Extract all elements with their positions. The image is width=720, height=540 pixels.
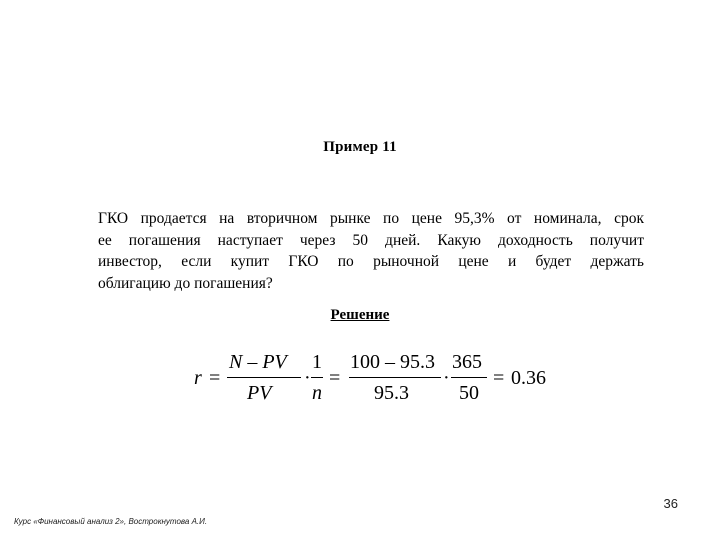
problem-line: облигацию до погашения? bbox=[98, 274, 273, 292]
formula-result: 0.36 bbox=[511, 367, 546, 389]
formula-fraction-denominator: 95.3 bbox=[374, 382, 409, 404]
fraction-bar bbox=[311, 377, 323, 378]
formula-fraction-denominator: PV bbox=[247, 382, 272, 404]
fraction-bar bbox=[227, 377, 301, 378]
slide-title: Пример 11 bbox=[323, 139, 397, 155]
fraction-bar bbox=[349, 377, 441, 378]
formula-fraction-numerator: 365 bbox=[452, 351, 482, 373]
formula-equals: = bbox=[493, 367, 505, 389]
formula-fraction-denominator: n bbox=[312, 382, 322, 404]
formula-equals: = bbox=[329, 367, 341, 389]
formula-fraction-numerator: 100 – 95.3 bbox=[350, 351, 435, 373]
page-number: 36 bbox=[663, 496, 678, 511]
formula-equals: = bbox=[209, 367, 221, 389]
problem-line: ГКО продается на вторичном рынке по цене 95,3% от номинала, срок bbox=[98, 210, 644, 227]
problem-line: ее погашения наступает через 50 дней. Какую доходность получит bbox=[98, 231, 644, 249]
formula-fraction-numerator: N – PV bbox=[229, 351, 287, 373]
fraction-bar bbox=[451, 377, 487, 378]
solution-heading: Решение bbox=[330, 307, 390, 323]
formula-fraction-numerator: 1 bbox=[312, 351, 322, 373]
formula-multiply-dot: · bbox=[443, 367, 450, 389]
problem-line: инвестор, если купит ГКО по рыночной цене и будет держать bbox=[98, 253, 644, 270]
formula-lhs: r bbox=[194, 367, 202, 389]
footer-course-credit: Курс «Финансовый анализ 2», Вострокнутова А.И. bbox=[14, 517, 208, 526]
formula-multiply-dot: · bbox=[304, 367, 311, 389]
problem-text bbox=[98, 208, 644, 294]
formula-fraction-denominator: 50 bbox=[459, 382, 479, 404]
